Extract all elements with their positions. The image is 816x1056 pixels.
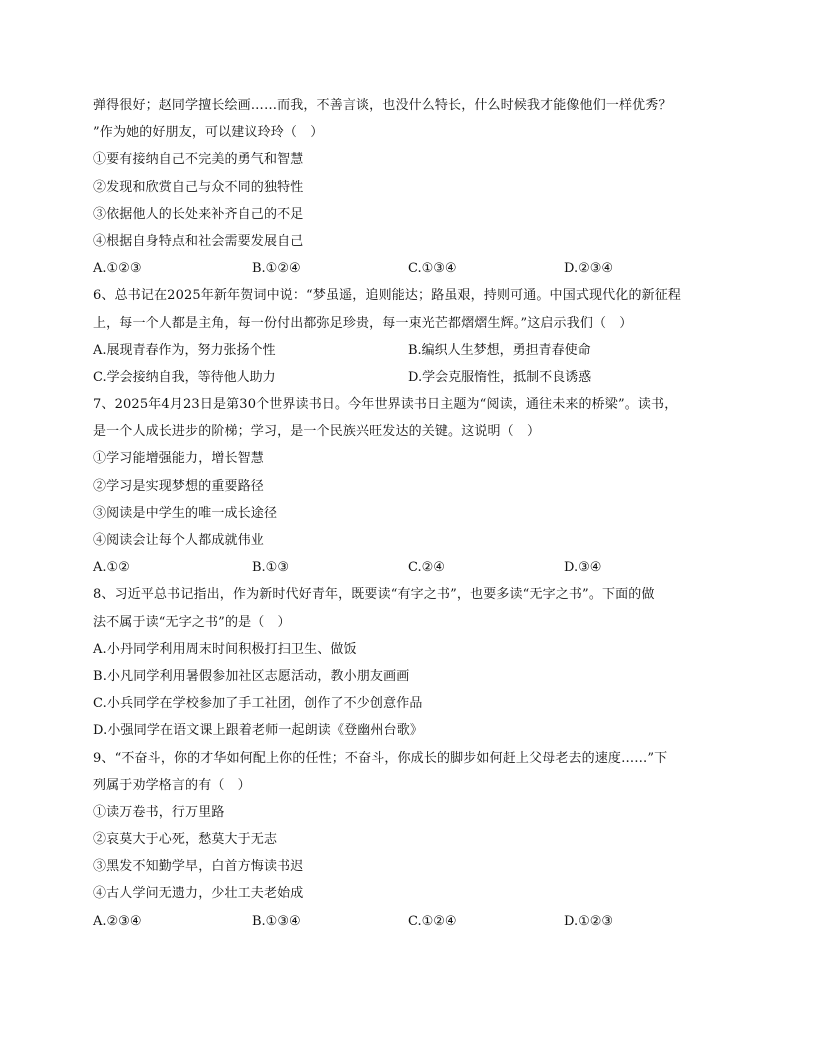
q9-option-d: D.①②③: [564, 913, 614, 929]
q9-options: [93, 908, 723, 935]
q5-item-1: ①要有接纳自己不完美的勇气和智慧: [93, 152, 304, 168]
q8-option-c: C.小兵同学在学校参加了手工社团，创作了不少创意作品: [93, 696, 423, 712]
q5-option-a: A.①②③: [93, 261, 142, 277]
q6-options-row-1: [93, 337, 723, 364]
q7-item-4: ④阅读会让每个人都成就伟业: [93, 533, 264, 548]
q8-option-d: D.小强同学在语文课上跟着老师一起朗读《登幽州台歌》: [93, 723, 423, 739]
q7-option-c: C.②④: [408, 560, 445, 576]
q9-item-2: ②哀莫大于心死，愁莫大于无志: [93, 832, 278, 848]
q9-option-b: B.①③④: [252, 913, 301, 929]
q5-options: [93, 255, 723, 282]
q5-item-4: ④根据自身特点和社会需要发展自己: [93, 233, 304, 249]
q9-item-4: ④古人学问无遗力，少壮工夫老始成: [93, 886, 304, 902]
q8-option-a: A.小丹同学利用周末时间积极打扫卫生、做饭: [93, 641, 357, 657]
q6-options-row-2: [93, 364, 723, 391]
q9-stem-line-1: 9、“不奋斗，你的才华如何配上你的任性；不奋斗，你成长的脚步如何赶上父母老去的速度……”下: [93, 750, 668, 766]
q5-option-b: B.①②④: [252, 261, 301, 277]
q9-item-3: ③黑发不知勤学早，白首方悔读书迟: [93, 859, 304, 875]
q5-stem-line-1: 弹得很好；赵同学擅长绘画……而我，不善言谈，也没什么特长，什么时候我才能像他们一样优秀？: [93, 98, 672, 113]
q9-item-1: ①读万卷书，行万里路: [93, 804, 225, 820]
q5-option-d: D.②③④: [564, 261, 614, 277]
q7-item-2: ②学习是实现梦想的重要路径: [93, 478, 264, 494]
q7-item-3: ③阅读是中学生的唯一成长途径: [93, 505, 278, 521]
q5-option-c: C.①③④: [408, 261, 457, 277]
q7-item-1: ①学习能增强能力，增长智慧: [93, 451, 264, 467]
q8-stem-line-1: 8、习近平总书记指出，作为新时代好青年，既要读“有字之书”，也要多读“无字之书”。下面的做: [93, 587, 655, 603]
q6-stem-line-1: 6、总书记在2025年新年贺词中说：“梦虽遥，追则能达；路虽艰，持则可通。中国式现代化的新征程: [93, 288, 682, 304]
q5-item-3: ③依据他人的长处来补齐自己的不足: [93, 206, 304, 222]
q6-stem-line-2: 上，每一个人都是主角，每一份付出都弥足珍贵，每一束光芒都熠熠生辉。”这启示我们（ ）: [93, 315, 633, 331]
q5-item-2: ②发现和欣赏自己与众不同的独特性: [93, 179, 304, 195]
exam-page: [93, 92, 723, 935]
q6-option-d: D.学会克服惰性，抵制不良诱惑: [408, 369, 592, 385]
q9-stem-line-2: 列属于劝学格言的有（ ）: [93, 777, 251, 793]
q9-option-c: C.①②④: [408, 913, 457, 929]
q6-option-c: C.学会接纳自我，等待他人助力: [93, 369, 276, 385]
q7-options: [93, 554, 723, 581]
q7-stem-line-1: 7、2025年4月23日是第30个世界读书日。今年世界读书日主题为“阅读，通往未来的桥梁”。读书，: [93, 397, 678, 413]
q7-option-b: B.①③: [252, 560, 289, 576]
q7-option-d: D.③④: [564, 560, 602, 576]
q9-option-a: A.②③④: [93, 913, 142, 929]
q6-option-a: A.展现青春作为，努力张扬个性: [93, 342, 276, 358]
q8-option-b: B.小凡同学利用暑假参加社区志愿活动，教小朋友画画: [93, 668, 410, 684]
q6-option-b: B.编织人生梦想，勇担青春使命: [408, 342, 591, 358]
q5-stem-line-2: ”作为她的好朋友，可以建议玲玲（ ）: [93, 125, 324, 141]
q7-stem-line-2: 是一个人成长进步的阶梯；学习，是一个民族兴旺发达的关键。这说明（ ）: [93, 424, 541, 440]
q7-option-a: A.①②: [93, 560, 130, 576]
q8-stem-line-2: 法不属于读“无字之书”的是（ ）: [93, 614, 291, 630]
